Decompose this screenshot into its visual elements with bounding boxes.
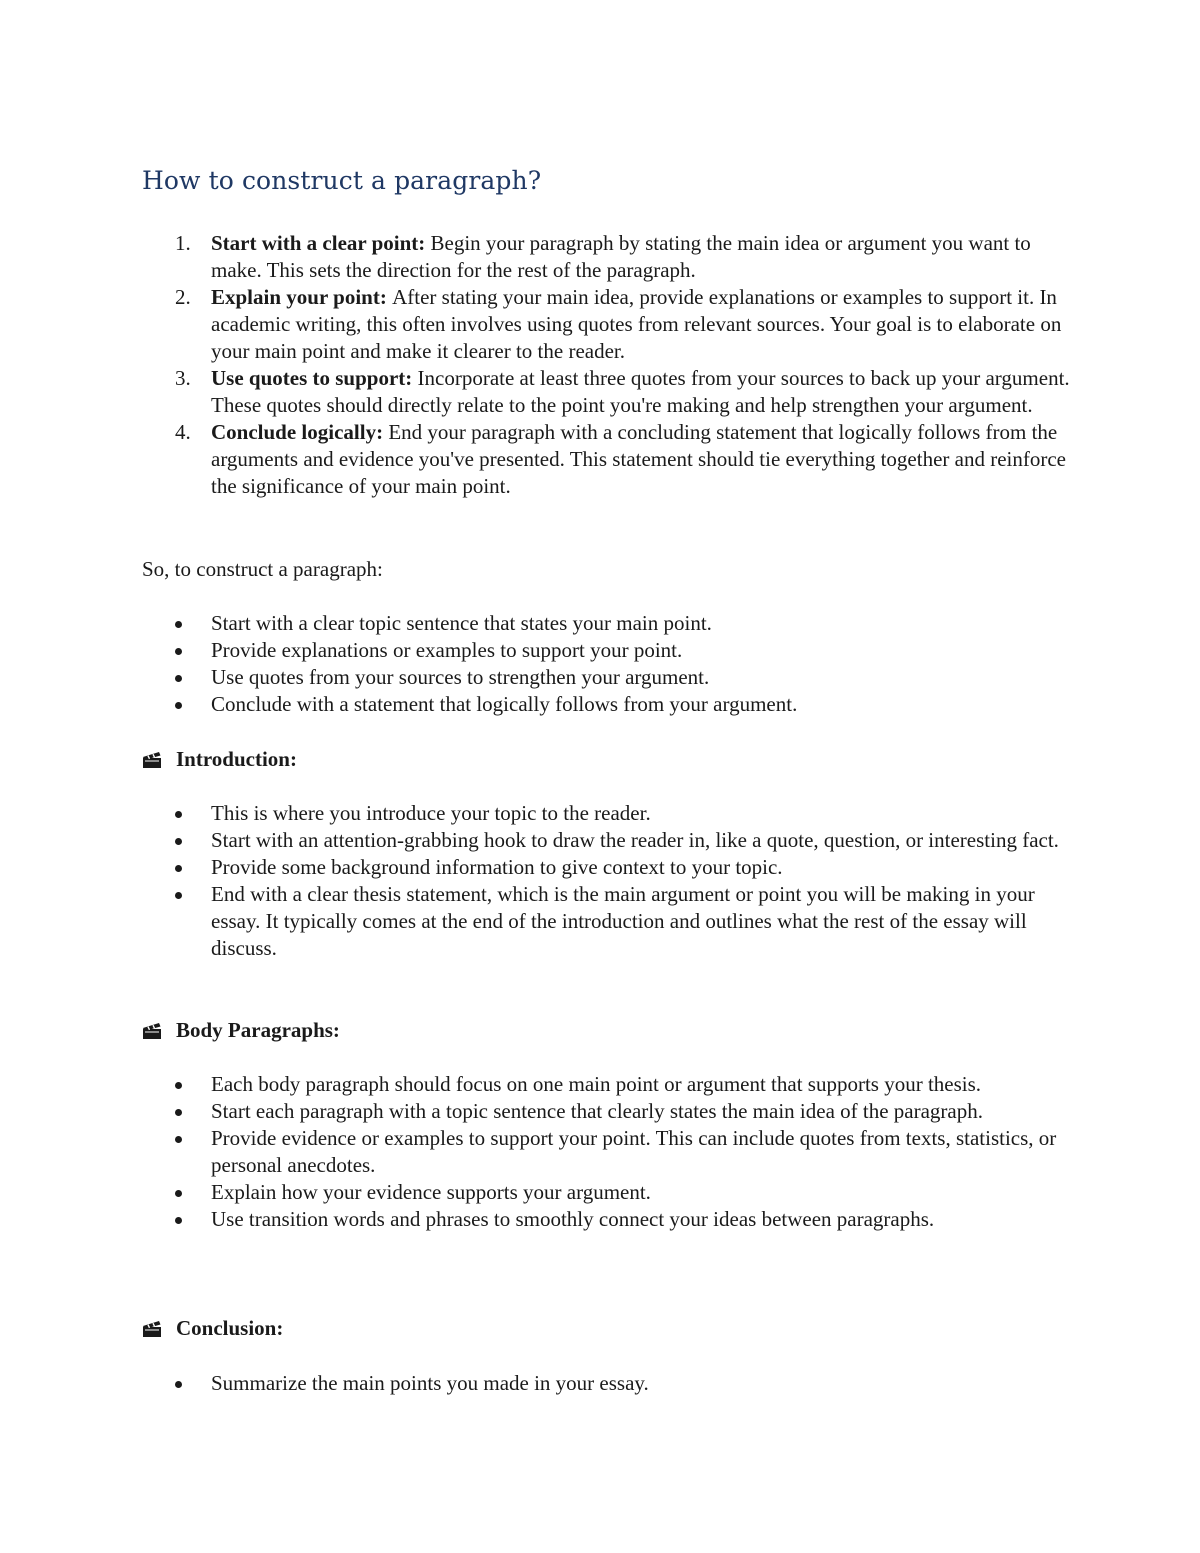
list-item: Start with a clear topic sentence that states your main point. xyxy=(142,610,1082,637)
list-item: Start each paragraph with a topic sentence that clearly states the main idea of the paragraph. xyxy=(142,1098,1082,1125)
list-item: Use transition words and phrases to smoothly connect your ideas between paragraphs. xyxy=(142,1206,1082,1233)
step-text: Begin your paragraph by stating the main idea or argument you want to make. This sets the direction for the rest of the paragraph. xyxy=(211,231,1031,282)
step-number: 1. xyxy=(175,231,191,255)
section-heading-label: Conclusion: xyxy=(176,1316,284,1340)
section-heading-conclusion xyxy=(142,1315,283,1342)
list-item: Explain how your evidence supports your argument. xyxy=(142,1179,1082,1206)
step-item xyxy=(142,365,1082,419)
step-lead: Explain your point: xyxy=(211,285,393,309)
list-item: Use quotes from your sources to strengthen your argument. xyxy=(142,664,1082,691)
list-item: Provide explanations or examples to support your point. xyxy=(142,637,1082,664)
section-heading-body-paragraphs xyxy=(142,1017,340,1044)
bullet-icon xyxy=(175,675,182,682)
bullet-icon xyxy=(175,865,182,872)
bullet-icon xyxy=(175,892,182,899)
section-heading-label: Introduction: xyxy=(176,747,297,771)
page-title: How to construct a paragraph? xyxy=(142,166,542,195)
section-heading-label: Body Paragraphs: xyxy=(176,1018,340,1042)
bullet-icon xyxy=(175,648,182,655)
list-item: End with a clear thesis statement, which is the main argument or point you will be making in your essay. It typically comes at the end of the introduction and outlines what the rest of the essay will discuss. xyxy=(142,881,1082,962)
bullet-icon xyxy=(175,702,182,709)
list-item: Summarize the main points you made in your essay. xyxy=(142,1370,1082,1397)
list-item: Conclude with a statement that logically follows from your argument. xyxy=(142,691,1082,718)
list-item: Provide some background information to give context to your topic. xyxy=(142,854,1082,881)
step-lead: Start with a clear point: xyxy=(211,231,431,255)
body-paragraphs-list xyxy=(142,1071,1082,1233)
list-item: Provide evidence or examples to support your point. This can include quotes from texts, statistics, or personal anecdotes. xyxy=(142,1125,1082,1179)
step-lead: Conclude logically: xyxy=(211,420,389,444)
bullet-icon xyxy=(175,1217,182,1224)
step-text: After stating your main idea, provide explanations or examples to support it. In academic writing, this often involves using quotes from relevant sources. Your goal is to elaborate on your main point and make it clearer to the reader. xyxy=(211,285,1062,363)
steps-list xyxy=(142,230,1082,500)
list-item: Start with an attention-grabbing hook to draw the reader in, like a quote, question, or interesting fact. xyxy=(142,827,1082,854)
bullet-icon xyxy=(175,1381,182,1388)
step-text: End your paragraph with a concluding statement that logically follows from the arguments and evidence you've presented. This statement should tie everything together and reinforce the significance of your main point. xyxy=(211,420,1066,498)
step-text: Incorporate at least three quotes from your sources to back up your argument. These quotes should directly relate to the point you're making and help strengthen your argument. xyxy=(211,366,1070,417)
bullet-icon xyxy=(175,811,182,818)
step-item xyxy=(142,230,1082,284)
bullet-icon xyxy=(175,1082,182,1089)
summary-list xyxy=(142,610,1082,718)
step-number: 4. xyxy=(175,420,191,444)
clapperboard-icon xyxy=(142,751,162,769)
bullet-icon xyxy=(175,621,182,628)
bullet-icon xyxy=(175,1136,182,1143)
clapperboard-icon xyxy=(142,1022,162,1040)
summary-intro: So, to construct a paragraph: xyxy=(142,557,383,581)
section-heading-introduction xyxy=(142,746,297,773)
bullet-icon xyxy=(175,1190,182,1197)
step-number: 2. xyxy=(175,285,191,309)
step-item xyxy=(142,419,1082,500)
introduction-list xyxy=(142,800,1082,962)
conclusion-list xyxy=(142,1370,1082,1397)
step-lead: Use quotes to support: xyxy=(211,366,418,390)
bullet-icon xyxy=(175,1109,182,1116)
clapperboard-icon xyxy=(142,1320,162,1338)
list-item: This is where you introduce your topic to the reader. xyxy=(142,800,1082,827)
step-item xyxy=(142,284,1082,365)
bullet-icon xyxy=(175,838,182,845)
step-number: 3. xyxy=(175,366,191,390)
list-item: Each body paragraph should focus on one main point or argument that supports your thesis. xyxy=(142,1071,1082,1098)
